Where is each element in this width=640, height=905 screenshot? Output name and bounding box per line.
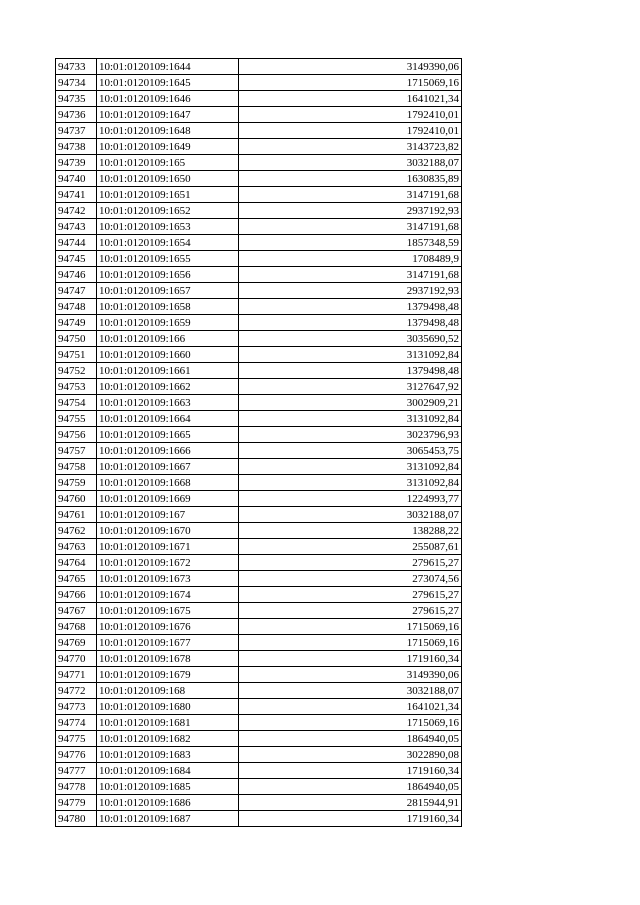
cadastral-number-cell: 10:01:0120109:1647 — [97, 107, 239, 123]
value-cell: 1719160,34 — [239, 811, 462, 827]
cadastral-number-cell: 10:01:0120109:1687 — [97, 811, 239, 827]
value-cell: 3131092,84 — [239, 347, 462, 363]
row-number-cell: 94735 — [56, 91, 97, 107]
value-cell: 3035690,52 — [239, 331, 462, 347]
row-number-cell: 94767 — [56, 603, 97, 619]
table-row — [56, 683, 462, 699]
table-row — [56, 219, 462, 235]
table-row — [56, 171, 462, 187]
table-row — [56, 507, 462, 523]
cadastral-number-cell: 10:01:0120109:1662 — [97, 379, 239, 395]
row-number-cell: 94736 — [56, 107, 97, 123]
table-row — [56, 443, 462, 459]
row-number-cell: 94741 — [56, 187, 97, 203]
cadastral-number-cell: 10:01:0120109:1668 — [97, 475, 239, 491]
table-row — [56, 779, 462, 795]
row-number-cell: 94752 — [56, 363, 97, 379]
row-number-cell: 94760 — [56, 491, 97, 507]
cadastral-number-cell: 10:01:0120109:1648 — [97, 123, 239, 139]
row-number-cell: 94738 — [56, 139, 97, 155]
cadastral-number-cell: 10:01:0120109:1679 — [97, 667, 239, 683]
cadastral-number-cell: 10:01:0120109:1685 — [97, 779, 239, 795]
table-row — [56, 587, 462, 603]
value-cell: 3032188,07 — [239, 683, 462, 699]
value-cell: 1641021,34 — [239, 91, 462, 107]
table-row — [56, 155, 462, 171]
row-number-cell: 94769 — [56, 635, 97, 651]
cadastral-number-cell: 10:01:0120109:1651 — [97, 187, 239, 203]
table-row — [56, 427, 462, 443]
cadastral-number-cell: 10:01:0120109:1677 — [97, 635, 239, 651]
cadastral-number-cell: 10:01:0120109:1645 — [97, 75, 239, 91]
cadastral-number-cell: 10:01:0120109:1675 — [97, 603, 239, 619]
table-row — [56, 251, 462, 267]
value-cell: 1379498,48 — [239, 299, 462, 315]
row-number-cell: 94734 — [56, 75, 97, 91]
cadastral-number-cell: 10:01:0120109:1655 — [97, 251, 239, 267]
value-cell: 1715069,16 — [239, 715, 462, 731]
cadastral-number-cell: 10:01:0120109:1644 — [97, 59, 239, 75]
row-number-cell: 94755 — [56, 411, 97, 427]
cadastral-number-cell: 10:01:0120109:1672 — [97, 555, 239, 571]
table-row — [56, 59, 462, 75]
row-number-cell: 94773 — [56, 699, 97, 715]
row-number-cell: 94766 — [56, 587, 97, 603]
value-cell: 1864940,05 — [239, 779, 462, 795]
row-number-cell: 94780 — [56, 811, 97, 827]
table-row — [56, 651, 462, 667]
table-row — [56, 763, 462, 779]
value-cell: 1715069,16 — [239, 75, 462, 91]
cadastral-number-cell: 10:01:0120109:167 — [97, 507, 239, 523]
table-row — [56, 379, 462, 395]
row-number-cell: 94762 — [56, 523, 97, 539]
value-cell: 279615,27 — [239, 603, 462, 619]
value-cell: 3143723,82 — [239, 139, 462, 155]
value-cell: 1715069,16 — [239, 635, 462, 651]
value-cell: 1379498,48 — [239, 363, 462, 379]
table-row — [56, 459, 462, 475]
cadastral-number-cell: 10:01:0120109:1650 — [97, 171, 239, 187]
row-number-cell: 94776 — [56, 747, 97, 763]
row-number-cell: 94761 — [56, 507, 97, 523]
value-cell: 3131092,84 — [239, 475, 462, 491]
table-body — [56, 59, 462, 827]
row-number-cell: 94740 — [56, 171, 97, 187]
cadastral-number-cell: 10:01:0120109:1652 — [97, 203, 239, 219]
row-number-cell: 94754 — [56, 395, 97, 411]
cadastral-number-cell: 10:01:0120109:165 — [97, 155, 239, 171]
value-cell: 3149390,06 — [239, 667, 462, 683]
row-number-cell: 94771 — [56, 667, 97, 683]
cadastral-number-cell: 10:01:0120109:166 — [97, 331, 239, 347]
value-cell: 3147191,68 — [239, 187, 462, 203]
table-row — [56, 91, 462, 107]
value-cell: 1719160,34 — [239, 763, 462, 779]
value-cell: 3131092,84 — [239, 459, 462, 475]
cadastral-number-cell: 10:01:0120109:1657 — [97, 283, 239, 299]
row-number-cell: 94774 — [56, 715, 97, 731]
cadastral-number-cell: 10:01:0120109:1674 — [97, 587, 239, 603]
row-number-cell: 94748 — [56, 299, 97, 315]
cadastral-number-cell: 10:01:0120109:1649 — [97, 139, 239, 155]
table-row — [56, 619, 462, 635]
value-cell: 3131092,84 — [239, 411, 462, 427]
cadastral-number-cell: 10:01:0120109:1669 — [97, 491, 239, 507]
row-number-cell: 94746 — [56, 267, 97, 283]
cadastral-number-cell: 10:01:0120109:1683 — [97, 747, 239, 763]
table-row — [56, 331, 462, 347]
value-cell: 1708489,9 — [239, 251, 462, 267]
value-cell: 2937192,93 — [239, 283, 462, 299]
cadastral-number-cell: 10:01:0120109:1646 — [97, 91, 239, 107]
cadastral-number-cell: 10:01:0120109:1664 — [97, 411, 239, 427]
table-row — [56, 299, 462, 315]
cadastral-number-cell: 10:01:0120109:1659 — [97, 315, 239, 331]
table-row — [56, 283, 462, 299]
table-row — [56, 715, 462, 731]
value-cell: 1792410,01 — [239, 107, 462, 123]
row-number-cell: 94747 — [56, 283, 97, 299]
row-number-cell: 94751 — [56, 347, 97, 363]
value-cell: 3002909,21 — [239, 395, 462, 411]
row-number-cell: 94756 — [56, 427, 97, 443]
table-row — [56, 571, 462, 587]
row-number-cell: 94768 — [56, 619, 97, 635]
cadastral-number-cell: 10:01:0120109:168 — [97, 683, 239, 699]
value-cell: 3022890,08 — [239, 747, 462, 763]
cadastral-number-cell: 10:01:0120109:1665 — [97, 427, 239, 443]
cadastral-number-cell: 10:01:0120109:1654 — [97, 235, 239, 251]
table-row — [56, 491, 462, 507]
value-cell: 3023796,93 — [239, 427, 462, 443]
table-row — [56, 75, 462, 91]
table-row — [56, 139, 462, 155]
row-number-cell: 94749 — [56, 315, 97, 331]
value-cell: 138288,22 — [239, 523, 462, 539]
value-cell: 1857348,59 — [239, 235, 462, 251]
table-row — [56, 667, 462, 683]
cadastral-number-cell: 10:01:0120109:1656 — [97, 267, 239, 283]
value-cell: 1379498,48 — [239, 315, 462, 331]
value-cell: 2937192,93 — [239, 203, 462, 219]
table-row — [56, 411, 462, 427]
value-cell: 1715069,16 — [239, 619, 462, 635]
table-row — [56, 747, 462, 763]
row-number-cell: 94777 — [56, 763, 97, 779]
row-number-cell: 94763 — [56, 539, 97, 555]
cadastral-number-cell: 10:01:0120109:1684 — [97, 763, 239, 779]
table-row — [56, 555, 462, 571]
cadastral-number-cell: 10:01:0120109:1671 — [97, 539, 239, 555]
table-row — [56, 795, 462, 811]
row-number-cell: 94733 — [56, 59, 97, 75]
cadastral-number-cell: 10:01:0120109:1661 — [97, 363, 239, 379]
value-cell: 1224993,77 — [239, 491, 462, 507]
row-number-cell: 94772 — [56, 683, 97, 699]
value-cell: 1719160,34 — [239, 651, 462, 667]
table-row — [56, 315, 462, 331]
table-row — [56, 731, 462, 747]
row-number-cell: 94745 — [56, 251, 97, 267]
table-row — [56, 107, 462, 123]
cadastral-number-cell: 10:01:0120109:1660 — [97, 347, 239, 363]
table-row — [56, 123, 462, 139]
cadastral-number-cell: 10:01:0120109:1673 — [97, 571, 239, 587]
table-row — [56, 395, 462, 411]
value-cell: 279615,27 — [239, 587, 462, 603]
row-number-cell: 94764 — [56, 555, 97, 571]
row-number-cell: 94779 — [56, 795, 97, 811]
cadastral-number-cell: 10:01:0120109:1663 — [97, 395, 239, 411]
row-number-cell: 94758 — [56, 459, 97, 475]
table-row — [56, 267, 462, 283]
value-cell: 3147191,68 — [239, 267, 462, 283]
cadastral-number-cell: 10:01:0120109:1676 — [97, 619, 239, 635]
value-cell: 3127647,92 — [239, 379, 462, 395]
row-number-cell: 94739 — [56, 155, 97, 171]
value-cell: 3032188,07 — [239, 155, 462, 171]
value-cell: 3147191,68 — [239, 219, 462, 235]
table-row — [56, 523, 462, 539]
value-cell: 1630835,89 — [239, 171, 462, 187]
cadastral-number-cell: 10:01:0120109:1658 — [97, 299, 239, 315]
row-number-cell: 94744 — [56, 235, 97, 251]
value-cell: 255087,61 — [239, 539, 462, 555]
table-row — [56, 635, 462, 651]
table-row — [56, 475, 462, 491]
value-cell: 279615,27 — [239, 555, 462, 571]
cadastral-number-cell: 10:01:0120109:1681 — [97, 715, 239, 731]
value-cell: 3065453,75 — [239, 443, 462, 459]
cadastral-value-table — [55, 58, 462, 827]
value-cell: 1641021,34 — [239, 699, 462, 715]
table-row — [56, 811, 462, 827]
cadastral-number-cell: 10:01:0120109:1682 — [97, 731, 239, 747]
value-cell: 3149390,06 — [239, 59, 462, 75]
table-row — [56, 235, 462, 251]
row-number-cell: 94742 — [56, 203, 97, 219]
table-row — [56, 203, 462, 219]
cadastral-number-cell: 10:01:0120109:1678 — [97, 651, 239, 667]
cadastral-number-cell: 10:01:0120109:1667 — [97, 459, 239, 475]
row-number-cell: 94765 — [56, 571, 97, 587]
value-cell: 273074,56 — [239, 571, 462, 587]
value-cell: 1792410,01 — [239, 123, 462, 139]
cadastral-number-cell: 10:01:0120109:1686 — [97, 795, 239, 811]
value-cell: 2815944,91 — [239, 795, 462, 811]
row-number-cell: 94750 — [56, 331, 97, 347]
row-number-cell: 94753 — [56, 379, 97, 395]
table-row — [56, 363, 462, 379]
value-cell: 3032188,07 — [239, 507, 462, 523]
row-number-cell: 94759 — [56, 475, 97, 491]
table-row — [56, 539, 462, 555]
row-number-cell: 94743 — [56, 219, 97, 235]
row-number-cell: 94775 — [56, 731, 97, 747]
cadastral-number-cell: 10:01:0120109:1666 — [97, 443, 239, 459]
table-row — [56, 603, 462, 619]
row-number-cell: 94770 — [56, 651, 97, 667]
value-cell: 1864940,05 — [239, 731, 462, 747]
table-row — [56, 187, 462, 203]
cadastral-number-cell: 10:01:0120109:1670 — [97, 523, 239, 539]
row-number-cell: 94778 — [56, 779, 97, 795]
cadastral-number-cell: 10:01:0120109:1653 — [97, 219, 239, 235]
cadastral-number-cell: 10:01:0120109:1680 — [97, 699, 239, 715]
row-number-cell: 94737 — [56, 123, 97, 139]
table-row — [56, 347, 462, 363]
row-number-cell: 94757 — [56, 443, 97, 459]
table-row — [56, 699, 462, 715]
